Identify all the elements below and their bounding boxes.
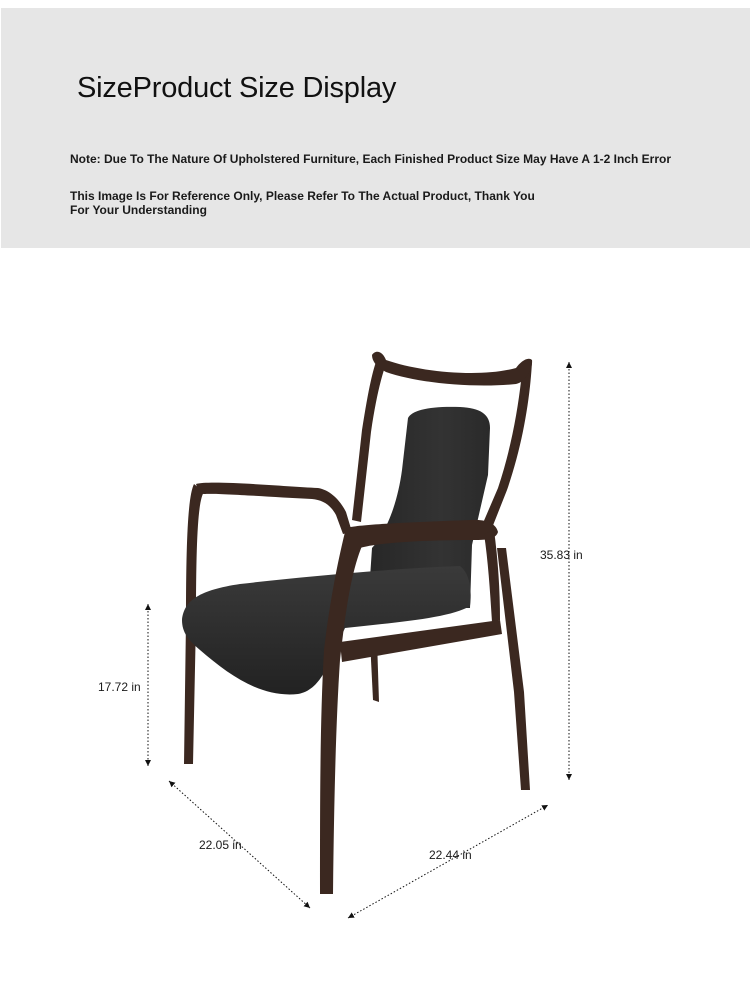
height-dimension-label: 35.83 in	[540, 548, 583, 562]
page-title: SizeProduct Size Display	[77, 72, 397, 104]
chair-front-rail	[340, 620, 502, 662]
reference-disclaimer-line-2: For Your Understanding	[70, 203, 207, 217]
seat-height-dimension-label: 17.72 in	[98, 680, 141, 694]
size-error-note: Note: Due To The Nature Of Upholstered Furniture, Each Finished Product Size May Have A 1-2 Inch Error	[70, 152, 671, 166]
reference-disclaimer-line-1: This Image Is For Reference Only, Please Refer To The Actual Product, Thank You	[70, 189, 535, 203]
width-dimension-label: 22.44 in	[429, 848, 472, 862]
depth-dimension-label: 22.05 in	[199, 838, 242, 852]
